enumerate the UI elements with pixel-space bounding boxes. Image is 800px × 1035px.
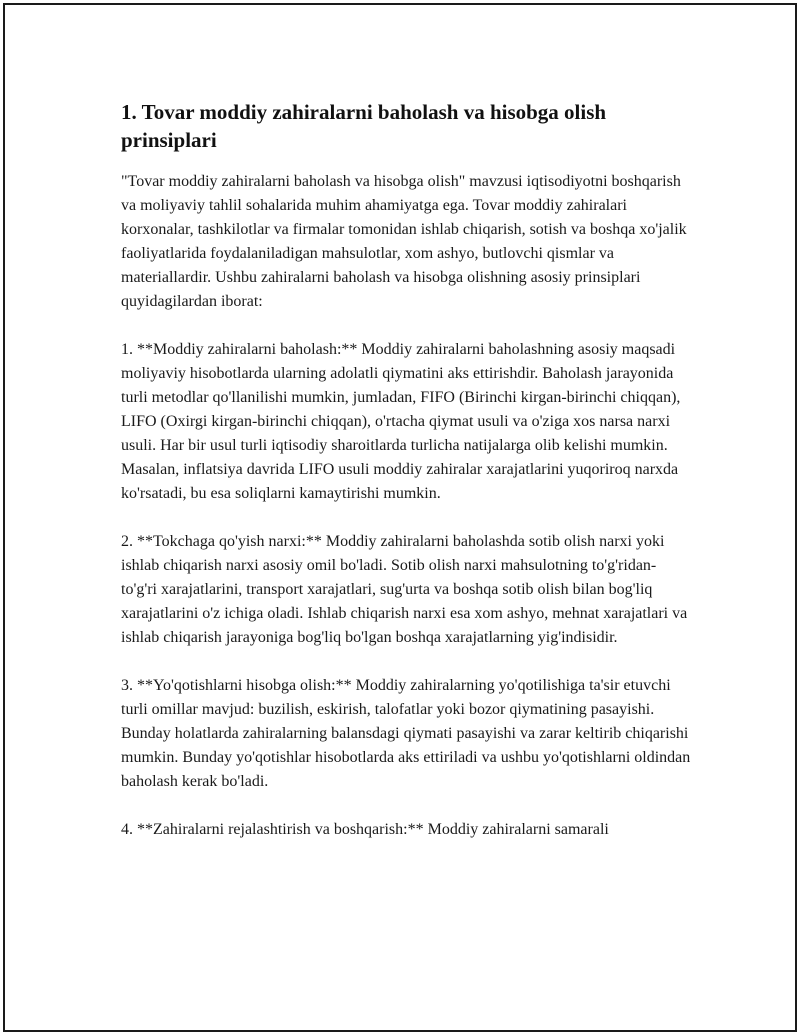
paragraph-losses: 3. **Yo'qotishlarni hisobga olish:** Moddiy zahiralarning yo'qotilishiga ta'sir etuvchi turli omillar mavjud: buzilish, eskirish, talofatlar yoki bozor qiymatining pasayishi. Bunday holatlarda zahiralarning balansdagi qiymati pasayishi va zarar keltirib chiqarishi mumkin. Bunday yo'qotishlar hisobotlarda aks ettiriladi va ushbu yo'qotishlarni oldindan baholash kerak bo'ladi. [121,677,691,790]
document-page [3,3,797,1032]
paragraph-valuation: 1. **Moddiy zahiralarni baholash:** Moddiy zahiralarni baholashning asosiy maqsadi moliyaviy hisobotlarda ularning adolatli qiymatini aks ettirishdir. Baholash jarayonida turli metodlar qo'llanilishi mumkin, jumladan, FIFO (Birinchi kirgan-birinchi chiqqan), LIFO (Oxirgi kirgan-birinchi chiqqan), o'rtacha qiymat usuli va o'ziga xos narsa narxi usuli. Har bir usul turli iqtisodiy sharoitlarda turlicha natijalarga olib kelishi mumkin. Masalan, inflatsiya davrida LIFO usuli moddiy zahiralar xarajatlarini yuqoriroq narxda ko'rsatadi, bu esa soliqlarni kamaytirishi mumkin. [121,341,681,502]
document-body [121,98,691,866]
paragraph-shelf-price: 2. **Tokchaga qo'yish narxi:** Moddiy zahiralarni baholashda sotib olish narxi yoki ishlab chiqarish narxi asosiy omil bo'ladi. Sotib olish narxi mahsulotning to'g'ridan-to'g'ri xarajatlarini, transport xarajatlari, sug'urta va boshqa sotib olish bilan bog'liq xarajatlarini o'z ichiga oladi. Ishlab chiqarish narxi esa xom ashyo, mehnat xarajatlari va ishlab chiqarish jarayoniga bog'liq bo'lgan boshqa xarajatlarning yig'indisidir. [121,533,688,646]
document-title: 1. Tovar moddiy zahiralarni baholash va hisobga olish prinsiplari [121,100,607,152]
paragraph-planning: 4. **Zahiralarni rejalashtirish va boshqarish:** Moddiy zahiralarni samarali [121,821,609,838]
intro-paragraph: "Tovar moddiy zahiralarni baholash va hisobga olish" mavzusi iqtisodiyotni boshqarish va moliyaviy tahlil sohalarida muhim ahamiyatga ega. Tovar moddiy zahiralari korxonalar, tashkilotlar va firmalar tomonidan ishlab chiqarish, sotish va boshqa xo'jalik faoliyatlarida foydalaniladigan mahsulotlar, xom ashyo, butlovchi qismlar va materiallardir. Ushbu zahiralarni baholash va hisobga olishning asosiy prinsiplari quyidagilardan iborat: [121,173,687,310]
